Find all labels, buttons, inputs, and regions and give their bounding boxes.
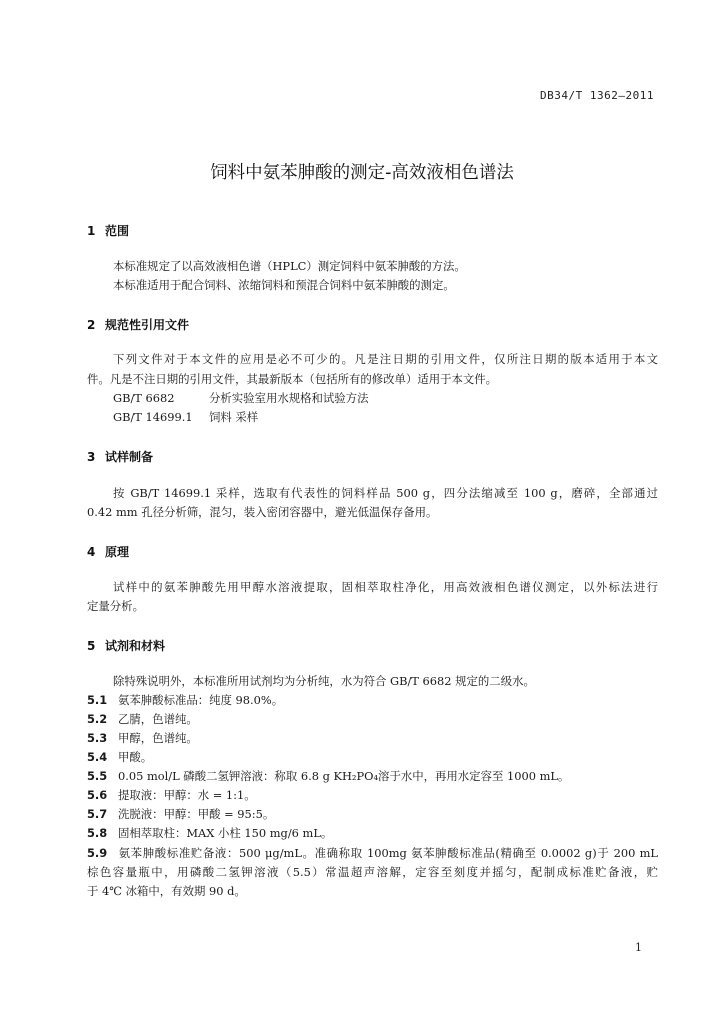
section-4-paragraph-line: 试样中的氨苯胂酸先用甲醇水溶液提取，固相萃取柱净化，用高效液相色谱仪测定，以外标法进行: [113, 580, 658, 594]
subclause-number: 5.4: [87, 750, 108, 764]
subclause-text: 甲酸。: [118, 750, 153, 764]
section-3-heading: [87, 448, 153, 465]
reference-title: 分析实验室用水规格和试验方法: [209, 391, 369, 405]
subclause-text: 提取液：甲醇：水 = 1:1。: [118, 788, 256, 802]
section-1-heading: [87, 222, 129, 239]
subclause-5-5: [87, 769, 569, 783]
subclause-5-1: [87, 693, 283, 707]
subclause-5-6: [87, 788, 256, 802]
subclause-text: 0.05 mol/L 磷酸二氢钾溶液：称取 6.8 g KH₂PO₄溶于水中，再用水定容至 1000 mL。: [118, 769, 570, 783]
subclause-text: 洗脱液：甲醇：甲酸 = 95:5。: [118, 807, 275, 821]
section-3-paragraph-line: 按 GB/T 14699.1 采样，选取有代表性的饲料样品 500 g，四分法缩减至 100 g，磨碎，全部通过: [113, 486, 658, 500]
subclause-5-9: [87, 846, 658, 860]
subclause-5-7: [87, 807, 274, 821]
subclause-5-2: [87, 712, 198, 726]
section-4-heading: [87, 543, 129, 560]
section-3-paragraph-line: 0.42 mm 孔径分析筛，混匀，装入密闭容器中，避光低温保存备用。: [87, 505, 438, 519]
section-title: 原理: [105, 545, 130, 559]
subclause-text: 乙腈，色谱纯。: [118, 712, 198, 726]
subclause-number: 5.3: [87, 731, 108, 745]
section-number: 3: [87, 450, 96, 464]
subclause-5-3: [87, 731, 198, 745]
section-number: 2: [87, 318, 96, 332]
normative-reference: [113, 410, 258, 424]
section-title: 规范性引用文件: [105, 318, 190, 332]
section-number: 5: [87, 639, 96, 653]
subclause-number: 5.9: [87, 846, 108, 860]
subclause-text: 甲醇，色谱纯。: [118, 731, 198, 745]
section-title: 试剂和材料: [105, 639, 166, 653]
subclause-number: 5.2: [87, 712, 108, 726]
subclause-text: 固相萃取柱：MAX 小柱 150 mg/6 mL。: [118, 826, 333, 840]
section-5-heading: [87, 637, 165, 654]
reference-code: GB/T 6682: [113, 391, 175, 405]
section-number: 4: [87, 545, 96, 559]
reference-code: GB/T 14699.1: [113, 410, 193, 424]
page-number: 1: [635, 941, 642, 954]
subclause-number: 5.5: [87, 769, 108, 783]
section-1-paragraph: 本标准适用于配合饲料、浓缩饲料和预混合饲料中氨苯胂酸的测定。: [113, 278, 455, 292]
section-4-paragraph-line: 定量分析。: [87, 599, 144, 613]
subclause-5-9-continuation: 棕色容量瓶中，用磷酸二氢钾溶液（5.5）常温超声溶解，定容至刻度并摇匀，配制成标准贮备液，贮: [87, 865, 658, 879]
subclause-text: 氨苯胂酸标准品：纯度 98.0%。: [118, 693, 284, 707]
subclause-number: 5.8: [87, 826, 108, 840]
subclause-text: 氨苯胂酸标准贮备液：500 μg/mL。准确称取 100mg 氨苯胂酸标准品(精确至 0.0002 g)于 200 mL: [118, 846, 658, 860]
section-2-paragraph-line: 下列文件对于本文件的应用是必不可少的。凡是注日期的引用文件，仅所注日期的版本适用于本文: [113, 352, 658, 366]
section-2-paragraph-line: 件。凡是不注日期的引用文件，其最新版本（包括所有的修改单）适用于本文件。: [87, 372, 498, 386]
section-2-heading: [87, 316, 189, 333]
section-5-intro: 除特殊说明外，本标准所用试剂均为分析纯，水为符合 GB/T 6682 规定的二级水。: [113, 674, 535, 688]
normative-reference: [113, 391, 368, 405]
subclause-5-4: [87, 750, 152, 764]
reference-title: 饲料 采样: [209, 410, 259, 424]
subclause-5-9-continuation: 于 4℃ 冰箱中，有效期 90 d。: [87, 884, 246, 898]
subclause-number: 5.6: [87, 788, 108, 802]
subclause-5-8: [87, 826, 332, 840]
standard-number: DB34/T 1362—2011: [540, 89, 654, 102]
subclause-number: 5.1: [87, 693, 108, 707]
section-1-paragraph: 本标准规定了以高效液相色谱（HPLC）测定饲料中氨苯胂酸的方法。: [113, 259, 466, 273]
section-title: 试样制备: [105, 450, 154, 464]
section-title: 范围: [105, 224, 130, 238]
document-title: 饲料中氨苯胂酸的测定-高效液相色谱法: [210, 163, 514, 183]
section-number: 1: [87, 224, 96, 238]
subclause-number: 5.7: [87, 807, 108, 821]
